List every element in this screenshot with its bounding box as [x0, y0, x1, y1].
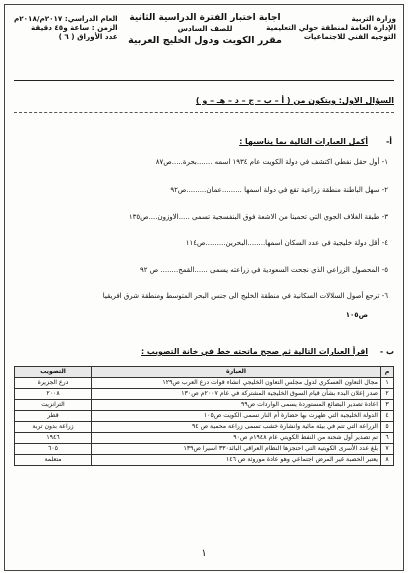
- row-statement: بلغ عدد الأسرى الكويتية التي احتجزها النظام العراقي البائد٣٣٠ اسيرا ص١٣٩: [92, 444, 381, 455]
- fill-item-3: ٣- طبقة الغلاف الجوي التي تحمينا من الاشعة فوق البنفسجية تسمى .....الاوزون....ص١٣٥: [128, 213, 388, 221]
- row-statement: اعادة تصدير البضائع المستوردة يسمى الواردات ص٩٩: [92, 400, 381, 411]
- table-row: [15, 400, 394, 411]
- col-correction-header: التصويب: [15, 367, 92, 378]
- header-left-block: [14, 14, 118, 41]
- row-num: ٥: [381, 422, 394, 433]
- row-correction: ١٩٤٦: [15, 433, 92, 444]
- page-number: ١: [201, 548, 207, 559]
- question-divider: [14, 112, 394, 113]
- table-row: [15, 433, 394, 444]
- row-num: ٧: [381, 444, 394, 455]
- part-a-mark: أ-: [385, 137, 392, 146]
- header-center-block: [120, 12, 290, 47]
- table-row: [15, 378, 394, 389]
- row-correction: ٢٠٠٨: [15, 389, 92, 400]
- row-correction: ٦٠٥: [15, 444, 92, 455]
- table-row: [15, 411, 394, 422]
- row-num: ٢: [381, 389, 394, 400]
- table-row: [15, 422, 394, 433]
- exam-title: اجابة اختبار الفترة الدراسية الثانية: [129, 13, 281, 23]
- row-statement: تم تصدير أول شحنة من النفط الكويتي عام ١٩٤٨م ص٩٠: [92, 433, 381, 444]
- row-num: ٤: [381, 411, 394, 422]
- row-statement: مجال التعاون العسكري لدول مجلس التعاون الخليجي انشاء قوات درع العرب ص١٢٩: [92, 378, 381, 389]
- fill-item-2: ٢- سهل الباطنة منطقة زراعية تقع في دولة اسمها .........عمان.........ص٩٢: [170, 186, 388, 194]
- year-label: العام الدراسي: ٢٠١٧م/٢٠١٨م: [14, 14, 118, 23]
- row-num: ٨: [381, 455, 394, 466]
- row-correction: درع الجزيرة: [15, 378, 92, 389]
- row-num: ١: [381, 378, 394, 389]
- fill-item-5: ٥- المحصول الزراعي الذي نجحت السعودية في زراعته يسمى ......القمح........ ص ٩٢: [139, 266, 388, 274]
- row-statement: يعتبر الحصبة غير المرض اجتماعي وهو عادة موروثة ص ١٤٦: [92, 455, 381, 466]
- row-correction: قطر: [15, 411, 92, 422]
- time-label: الزمن : ساعة و٤٥ دقيقة: [31, 23, 118, 32]
- table-header-row: [15, 367, 394, 378]
- row-correction: متعلمة: [15, 455, 92, 466]
- ministry-label: وزارة التربية: [351, 14, 396, 23]
- directorate-label: الإدارة العامة لمنطقة حولي التعليمية: [266, 23, 396, 32]
- supervision-label: التوجيه الفني للاجتماعيات: [303, 32, 396, 41]
- row-correction: زراعة بدون تربة: [15, 422, 92, 433]
- grade-label: للصف السادس: [177, 24, 233, 33]
- table-row: [15, 455, 394, 466]
- table-row: [15, 389, 394, 400]
- fill-item-6-page: ص١٠٥: [345, 311, 368, 319]
- page-border: [4, 4, 404, 571]
- part-b-title: اقرأ العبارات التالية ثم صحح ماتحته خط في خانة التصويب :: [141, 347, 368, 356]
- part-a-title: أكمل العبارات التالية بما يناسبها :: [239, 137, 368, 146]
- col-num-header: م: [381, 367, 394, 378]
- row-statement: الزراعة التي تتم في بيئة مائية وانشارة خشب تسمى زراعة محمية ص ٩٤: [92, 422, 381, 433]
- fill-item-1: ١- أول حقل نفطي اكتشف في دولة الكويت عام ١٩٣٤ اسمه .......بحرة.....ص٨٧: [155, 158, 388, 166]
- row-statement: الدولة الخليجية التي ظهرت بها حضارة أم النار تسمى الكويت ص١٠٥: [92, 411, 381, 422]
- part-b-mark: ب -: [379, 347, 394, 356]
- header-divider: [14, 80, 394, 81]
- fill-item-4: ٤- أقل دولة خليجية في عدد السكان اسمها........البحرين.........ص١١٤: [185, 239, 388, 247]
- row-num: ٣: [381, 400, 394, 411]
- col-statement-header: العبارة: [92, 367, 381, 378]
- row-statement: صدر إعلان البدء بشأن قيام السوق الخليجية المشتركة في عام ٢٠٠٧م ص١٣٠: [92, 389, 381, 400]
- row-num: ٦: [381, 433, 394, 444]
- question-1-title: السؤال الاول: ويتكون من ( أ – ب – ج – د – هـ – و ): [195, 96, 394, 105]
- table-row: [15, 444, 394, 455]
- fill-item-6: ٦- ترجع أصول السلالات السكانية في منطقة الخليج الى جنس البحر المتوسط ومنطقة شرق افريقيا: [102, 292, 388, 300]
- row-correction: الترانزيت: [15, 400, 92, 411]
- correction-table: [14, 366, 394, 466]
- pages-label: عدد الأوراق ( ٦ ): [58, 32, 118, 41]
- course-label: مقرر الكويت ودول الخليج العربية: [128, 35, 282, 46]
